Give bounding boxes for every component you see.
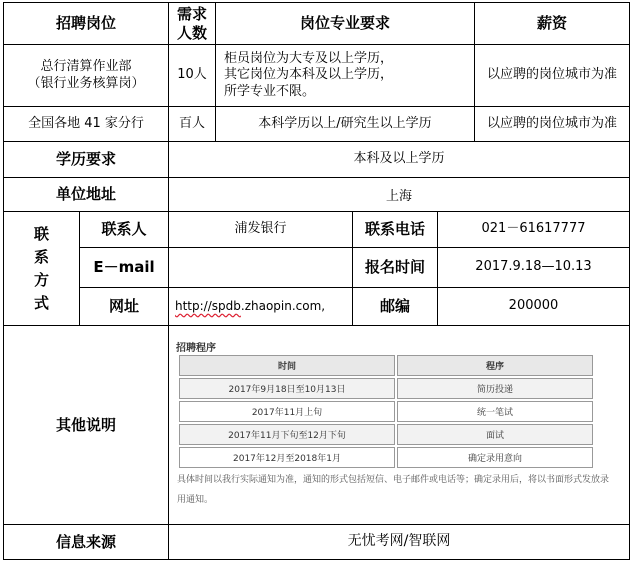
job-2-position: 全国各地 41 家分行: [28, 115, 144, 131]
job-1-req-line1: 柜员岗位为大专及以上学历，: [224, 51, 394, 67]
address-label: 单位地址: [55, 185, 116, 204]
procedure-row: [179, 378, 593, 399]
header-position: 招聘岗位: [55, 14, 116, 33]
procedure-row: [179, 447, 593, 468]
signup-time-label: 报名时间: [364, 258, 425, 277]
website-value[interactable]: [169, 288, 352, 325]
contact-section-label: [4, 212, 79, 325]
job-2-headcount: 百人: [178, 115, 205, 131]
contact-char-2: 系: [33, 247, 49, 266]
contact-person-label: 联系人: [101, 220, 147, 239]
other-notes-label: 其他说明: [55, 415, 116, 434]
job-1-position-line2: （银行业务核算岗）: [27, 75, 145, 91]
procedure-table: [179, 355, 593, 470]
procedure-time: 2017年9月18日至10月13日: [179, 378, 395, 399]
contact-person-value: 浦发银行: [234, 221, 287, 237]
procedure-header-row: [179, 355, 593, 376]
job-1-position-line1: 总行清算作业部: [40, 59, 132, 75]
job-1-req-line3: 所学专业不限。: [224, 83, 316, 99]
job-1-requirements: [216, 45, 474, 106]
header-salary: 薪资: [536, 14, 567, 33]
procedure-header-step: 程序: [397, 355, 593, 376]
job-1-position: [4, 45, 168, 106]
procedure-step: 简历投递: [397, 378, 593, 399]
education-value: 本科及以上学历: [353, 151, 445, 167]
website-value-underlined[interactable]: http://spdb: [175, 299, 241, 313]
contact-char-4: 式: [33, 293, 49, 312]
contact-email-value: [169, 248, 352, 287]
procedure-row: [179, 424, 593, 445]
procedure-step: 统一笔试: [397, 401, 593, 422]
procedure-step: 确定录用意向: [397, 447, 593, 468]
job-2-requirements: 本科学历以上/研究生以上学历: [258, 115, 432, 131]
procedure-note: 具体时间以我行实际通知为准，通知的形式包括短信、电子邮件或电话等；确定录用后，将以书面形式发放录用通知。: [177, 475, 610, 505]
postcode-value: 200000: [508, 298, 559, 314]
procedure-step: 面试: [397, 424, 593, 445]
procedure-header-time: 时间: [179, 355, 395, 376]
contact-phone-value: 021－61617777: [481, 221, 586, 237]
procedure-time: 2017年11月下旬至12月下旬: [179, 424, 395, 445]
signup-time-value: 2017.9.18—10.13: [475, 259, 592, 275]
address-value: 上海: [385, 189, 412, 205]
job-1-req-line2: 其它岗位为本科及以上学历，: [224, 67, 394, 83]
recruitment-procedure-image: [174, 336, 618, 518]
contact-char-1: 联: [33, 224, 49, 243]
source-value: 无忧考网/智联网: [347, 533, 451, 550]
postcode-label: 邮编: [379, 297, 410, 316]
website-value-rest[interactable]: .zhaopin.com,: [240, 299, 326, 313]
procedure-time: 2017年12月至2018年1月: [179, 447, 395, 468]
header-headcount: 需求人数: [176, 4, 207, 42]
contact-phone-label: 联系电话: [364, 220, 425, 239]
contact-char-3: 方: [33, 270, 49, 289]
website-label: 网址: [108, 297, 139, 316]
procedure-row: [179, 401, 593, 422]
contact-email-label: E－mail: [93, 258, 155, 277]
procedure-title: 招聘程序: [176, 343, 216, 354]
job-1-headcount: 10人: [177, 67, 207, 83]
job-1-salary: 以应聘的岗位城市为准: [486, 67, 617, 83]
education-label: 学历要求: [55, 150, 116, 169]
job-2-salary: 以应聘的岗位城市为准: [486, 115, 617, 131]
source-label: 信息来源: [55, 532, 116, 551]
procedure-time: 2017年11月上旬: [179, 401, 395, 422]
header-requirements: 岗位专业要求: [299, 14, 390, 33]
